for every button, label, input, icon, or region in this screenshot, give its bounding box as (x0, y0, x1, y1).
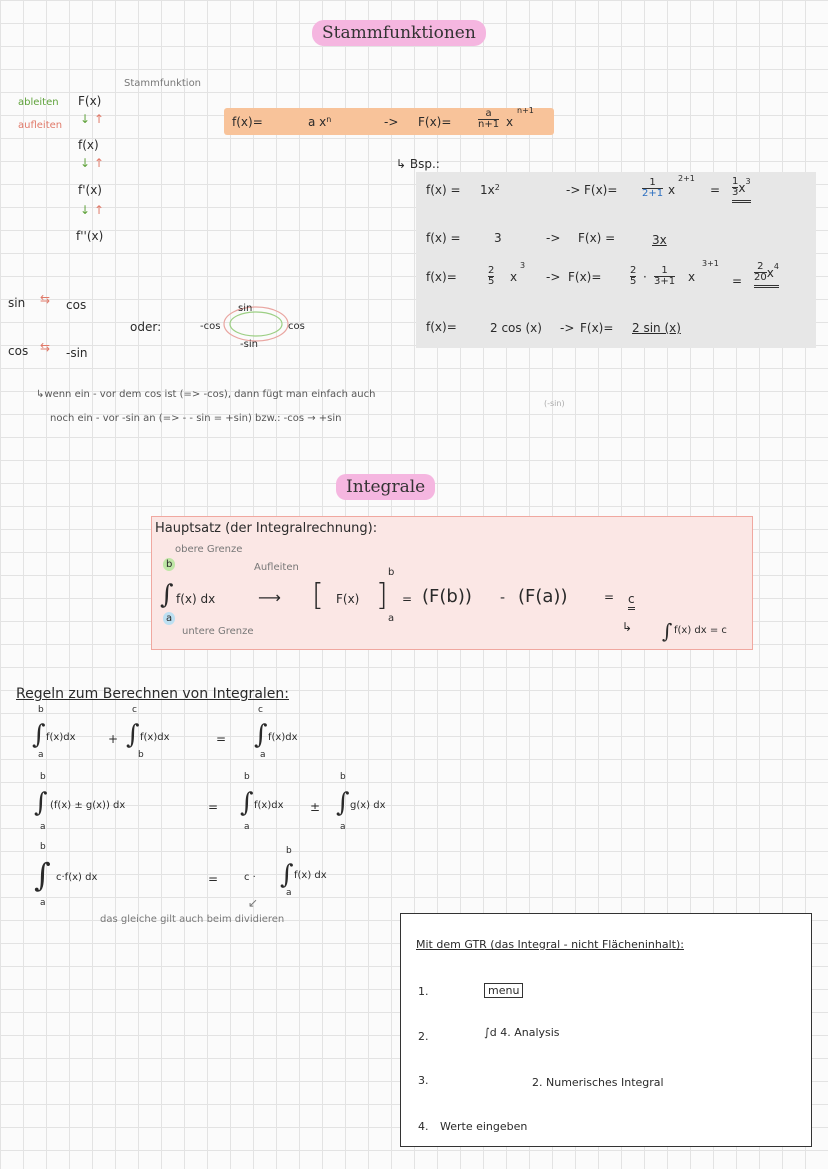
r1-eq: = (216, 732, 227, 746)
chain-F: F(x) (78, 94, 102, 108)
ex4-arrow: -> (560, 321, 575, 335)
r1-a: f(x)dx (46, 732, 76, 743)
section-title-integrale: Integrale (336, 474, 435, 500)
trig-arrow-left-icon-2: ⇆ (40, 340, 51, 354)
rule-arrow: -> (384, 115, 399, 129)
r2-lim-a: a (40, 822, 46, 832)
r3-eq: = (208, 872, 219, 886)
ex3-dot: · (643, 270, 647, 284)
cycle-sin: sin (238, 303, 253, 314)
r2-integral-icon: ∫ (34, 788, 48, 818)
chain-down-arrow-3: ↓ (80, 203, 91, 217)
r1-lim-a: a (38, 750, 44, 760)
r2-lim-a3: a (340, 822, 346, 832)
gtr-step-2-text: ∫d 4. Analysis (484, 1026, 560, 1039)
r2-c: g(x) dx (350, 800, 386, 811)
hs-result-integral-icon: ∫ (662, 619, 673, 643)
trig-note-1b: (-sin) (544, 399, 565, 408)
r1-lim-b2: b (138, 750, 144, 760)
cycle-msin: -sin (240, 339, 258, 350)
ex3-eq: = (732, 274, 743, 288)
obere-grenze-label: obere Grenze (175, 544, 243, 555)
ex1-F: F(x)= (584, 183, 618, 197)
trig-note-1: ↳wenn ein - vor dem cos ist (=> -cos), dann fügt man einfach auch (36, 389, 376, 400)
ex2-term: 3 (494, 231, 502, 245)
ex4-result: 2 sin (x) (632, 321, 681, 335)
trig-cos2: cos (8, 344, 29, 358)
r2-eq: = (208, 800, 219, 814)
ex4-F: F(x)= (580, 321, 614, 335)
hs-Fa: (F(a)) (518, 586, 568, 607)
rule-exp: n+1 (517, 106, 534, 115)
trig-note-2: noch ein - vor -sin an (=> - - sin = +sin) bzw.: -cos → +sin (50, 413, 342, 424)
r3-lim-b2: b (286, 846, 292, 856)
ex3-f: f(x)= (426, 270, 457, 284)
ex3-exp2: 3+1 (702, 259, 719, 268)
ex3-frac3: $\frac{1}{3+1}$ (654, 265, 676, 287)
gtr-step-3-text: 2. Numerisches Integral (532, 1076, 664, 1089)
trig-sin: sin (8, 296, 26, 310)
ex3-frac: $\frac{2}{5}$ (488, 265, 495, 287)
ex2-f: f(x) = (426, 231, 461, 245)
ex1-eq: = (710, 183, 721, 197)
ex3-exp: 3 (520, 261, 526, 270)
r1-plus: + (108, 732, 119, 746)
r1-integral-icon-3: ∫ (254, 720, 268, 750)
chain-f2: f''(x) (76, 229, 104, 243)
gtr-step-3-num: 3. (418, 1074, 429, 1087)
r3-lim-b: b (40, 842, 46, 852)
r1-lim-c: c (132, 705, 137, 715)
ex1-arrow: -> (566, 183, 581, 197)
gtr-step-2-num: 2. (418, 1030, 429, 1043)
ex3-x2: x (688, 270, 696, 284)
bracket-right-icon: ] (376, 578, 388, 613)
gtr-step-1-num: 1. (418, 985, 429, 998)
ex3-x: x (510, 270, 518, 284)
hs-c: c (628, 592, 635, 610)
examples-box (416, 172, 816, 348)
hs-eq2: = (604, 590, 615, 604)
r2-lim-a2: a (244, 822, 250, 832)
r2-lim-b3: b (340, 772, 346, 782)
r2-pm: ± (310, 800, 321, 814)
r2-integral-icon-3: ∫ (336, 788, 350, 818)
r1-b: f(x)dx (140, 732, 170, 743)
hs-result: f(x) dx = c (674, 625, 727, 636)
integral-sign-icon: ∫ (160, 580, 174, 610)
chain-up-arrow-2: ↑ (94, 156, 105, 170)
r3-lim-a: a (40, 898, 46, 908)
rule-fraction: $\frac{a}{n+1}$ (478, 108, 500, 130)
ex2-result: 3x (652, 233, 667, 247)
aufleiten-label: aufleiten (18, 120, 63, 131)
r2-lim-b: b (40, 772, 46, 782)
regeln-title: Regeln zum Berechnen von Integralen: (16, 686, 289, 702)
ex1-result: $\frac{1}{3}$ $x^3$ (732, 177, 751, 203)
rule-x: x (506, 115, 514, 129)
ex1-frac: $\frac{1}{2+1}$ (642, 177, 664, 199)
r2-lim-b2: b (244, 772, 250, 782)
ex4-f: f(x)= (426, 320, 457, 334)
bsp-label: ↳ Bsp.: (396, 157, 440, 171)
r2-b: f(x)dx (254, 800, 284, 811)
chain-up-arrow-3: ↑ (94, 203, 105, 217)
upper-limit-b: b (163, 559, 175, 570)
ex1-result-frac: $\frac{1}{3}$ (732, 176, 739, 198)
chain-down-arrow-1: ↓ (80, 112, 91, 126)
r1-integral-icon: ∫ (32, 720, 46, 750)
page-title-stammfunktionen: Stammfunktionen (312, 20, 486, 46)
r3-b: f(x) dx (294, 870, 327, 881)
untere-grenze-label: untere Grenze (182, 626, 254, 637)
ex1-exp: 2+1 (678, 174, 695, 183)
hs-eq: = (402, 592, 413, 606)
lower-limit-a: a (163, 613, 175, 624)
aufleiten-arrow-label: Aufleiten (254, 562, 299, 573)
regeln-note: das gleiche gilt auch beim dividieren (100, 914, 285, 925)
r2-a: (f(x) ± g(x)) dx (50, 800, 126, 811)
aufleiten-arrow-icon: ⟶ (258, 588, 281, 607)
ex1-f: f(x) = (426, 183, 461, 197)
ex3-arrow: -> (546, 270, 561, 284)
chain-down-arrow-2: ↓ (80, 156, 91, 170)
stammfunktion-label: Stammfunktion (124, 78, 202, 89)
ex3-frac2: $\frac{2}{5}$ (630, 265, 637, 287)
r1-lim-b: b (38, 705, 44, 715)
rule-axn: a $x^n$ (308, 115, 332, 129)
rule-fx: f(x)= (232, 115, 263, 129)
chain-up-arrow-1: ↑ (94, 112, 105, 126)
r1-lim-a2: a (260, 750, 266, 760)
ex3-F: F(x)= (568, 270, 602, 284)
ex2-F: F(x) = (578, 231, 616, 245)
hs-arrow-icon: ↳ (622, 620, 633, 634)
hauptsatz-title: Hauptsatz (der Integralrechnung): (155, 521, 378, 536)
note-arrow-icon: ↙ (248, 896, 259, 910)
r3-a: c·f(x) dx (56, 872, 98, 883)
bracket-b: b (388, 567, 395, 578)
oder-label: oder: (130, 320, 162, 334)
ex3-result: $\frac{2}{20}$ $x^4$ (754, 262, 779, 288)
gtr-step-4-text: Werte eingeben (440, 1120, 528, 1133)
r3-c: c · (244, 872, 256, 883)
cycle-mcos: -cos (200, 321, 221, 332)
r3-integral-icon: ∫ (34, 856, 51, 894)
rule-Fx: F(x)= (418, 115, 452, 129)
ex2-arrow: -> (546, 231, 561, 245)
chain-f1: f'(x) (78, 183, 102, 197)
r1-integral-icon-2: ∫ (126, 720, 140, 750)
hs-Fb: (F(b)) (422, 586, 472, 607)
ex1-x: x (668, 183, 676, 197)
bracket-left-icon: [ (312, 578, 324, 613)
trig-arrow-left-icon: ⇆ (40, 292, 51, 306)
ex1-term: $1x^2$ (480, 183, 500, 197)
trig-msin: -sin (66, 346, 88, 360)
gtr-menu-key: menu (484, 983, 523, 998)
r2-integral-icon-2: ∫ (240, 788, 254, 818)
r1-lim-c2: c (258, 705, 263, 715)
trig-cos: cos (66, 298, 87, 312)
hs-minus: - (500, 590, 506, 606)
ex4-term: 2 cos (x) (490, 321, 542, 335)
cycle-cos: cos (288, 321, 305, 332)
bracket-a: a (388, 613, 395, 624)
ableiten-label: ableiten (18, 97, 59, 108)
integrand: f(x) dx (176, 592, 216, 606)
r3-integral-icon-2: ∫ (280, 860, 294, 890)
gtr-title: Mit dem GTR (das Integral - nicht Flächeninhalt): (416, 938, 684, 951)
r1-c: f(x)dx (268, 732, 298, 743)
gtr-step-4-num: 4. (418, 1120, 429, 1133)
r3-lim-a2: a (286, 888, 292, 898)
ex3-result-frac: $\frac{2}{20}$ (754, 261, 767, 283)
bracket-Fx: F(x) (336, 592, 360, 606)
chain-f: f(x) (78, 138, 99, 152)
